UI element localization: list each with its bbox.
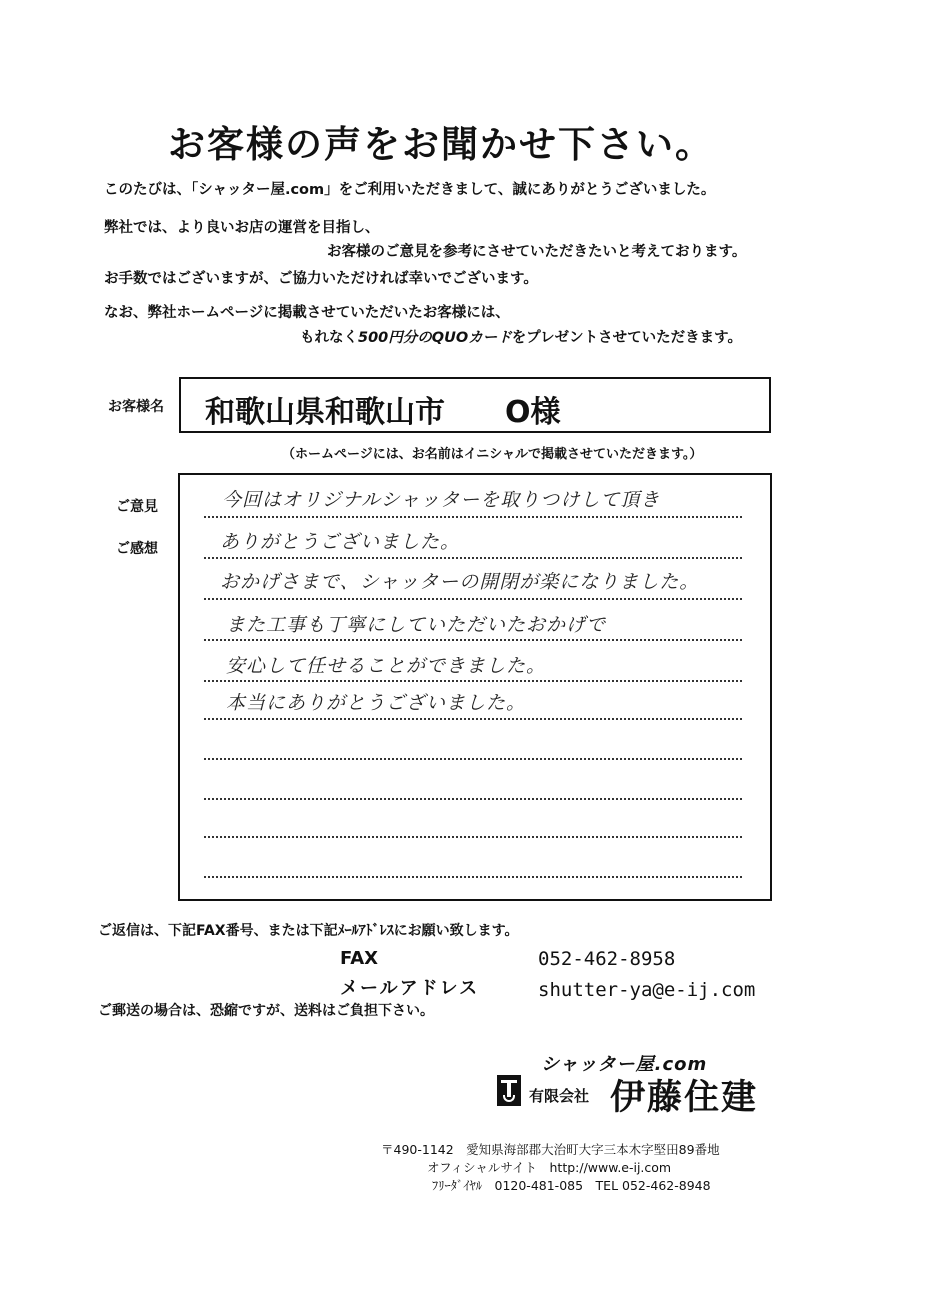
handwritten-line: ありがとうございました。 bbox=[220, 531, 461, 553]
page-title: お客様の声をお聞かせ下さい。 bbox=[168, 123, 714, 166]
mail-label: メールアドレス bbox=[340, 978, 480, 999]
reply-instruction: ご返信は、下記FAX番号、または下記ﾒｰﾙｱﾄﾞﾚｽにお願い致します。 bbox=[98, 923, 519, 939]
customer-name-note: （ホームページには、お名前はイニシャルで掲載させていただきます。） bbox=[282, 447, 703, 462]
intro-gift bbox=[300, 326, 742, 347]
company-address: 〒490-1142 愛知県海部郡大治町大字三本木字堅田89番地 bbox=[381, 1142, 720, 1157]
quo-card-offer: 500円分のQUOカード bbox=[358, 330, 512, 346]
handwritten-line: また工事も丁寧にしていただいたおかげで bbox=[226, 614, 607, 636]
comment-ruled-line bbox=[204, 639, 742, 641]
comment-ruled-line bbox=[204, 598, 742, 600]
intro-purpose: 弊社では、より良いお店の運営を目指し、 bbox=[104, 220, 380, 236]
intro-request: お手数ではございますが、ご協力いただければ幸いでございます。 bbox=[104, 271, 538, 287]
opinion-label: ご意見 bbox=[116, 499, 158, 515]
handwritten-line: おかげさまで、シャッターの開閉が楽になりました。 bbox=[220, 571, 700, 593]
intro-gift-pre: もれなく bbox=[300, 330, 358, 346]
handwritten-line: 安心して任せることができました。 bbox=[226, 655, 547, 677]
intro-publish: なお、弊社ホームページに掲載させていただいたお客様には、 bbox=[104, 305, 510, 321]
company-phone: ﾌﾘｰﾀﾞｲﾔﾙ 0120-481-085 TEL 052-462-8948 bbox=[432, 1178, 711, 1193]
intro-gift-post: をプレゼントさせていただきます。 bbox=[511, 330, 742, 346]
fax-label: FAX bbox=[340, 948, 379, 969]
comment-ruled-line bbox=[204, 516, 742, 518]
comment-ruled-line bbox=[204, 557, 742, 559]
customer-name-label: お客様名 bbox=[108, 399, 164, 415]
handwritten-line: 本当にありがとうございました。 bbox=[226, 692, 527, 714]
comment-ruled-line bbox=[204, 718, 742, 720]
impression-label: ご感想 bbox=[116, 541, 158, 557]
comment-ruled-line bbox=[204, 798, 742, 800]
company-type: 有限会社 bbox=[529, 1087, 590, 1105]
comment-ruled-line bbox=[204, 758, 742, 760]
comment-ruled-line bbox=[204, 876, 742, 878]
mail-address: shutter-ya@e-ij.com bbox=[538, 979, 756, 1001]
comment-ruled-line bbox=[204, 680, 742, 682]
company-website: オフィシャルサイト http://www.e-ij.com bbox=[427, 1160, 672, 1175]
customer-name-value: 和歌山県和歌山市 O様 bbox=[205, 395, 561, 430]
postage-note: ご郵送の場合は、恐縮ですが、送料はご負担下さい。 bbox=[98, 1003, 434, 1019]
intro-purpose-cont: お客様のご意見を参考にさせていただきたいと考えております。 bbox=[327, 244, 747, 260]
intro-thanks: このたびは、「シャッター屋.com」をご利用いただきまして、誠にありがとうございました。 bbox=[104, 182, 716, 198]
company-name: 伊藤住建 bbox=[610, 1078, 759, 1118]
company-logo-icon bbox=[497, 1075, 521, 1106]
comment-ruled-line bbox=[204, 836, 742, 838]
handwritten-line: 今回はオリジナルシャッターを取りつけして頂き bbox=[222, 489, 661, 511]
shop-logo-text: シャッター屋.com bbox=[541, 1054, 708, 1075]
fax-number: 052-462-8958 bbox=[538, 948, 676, 970]
